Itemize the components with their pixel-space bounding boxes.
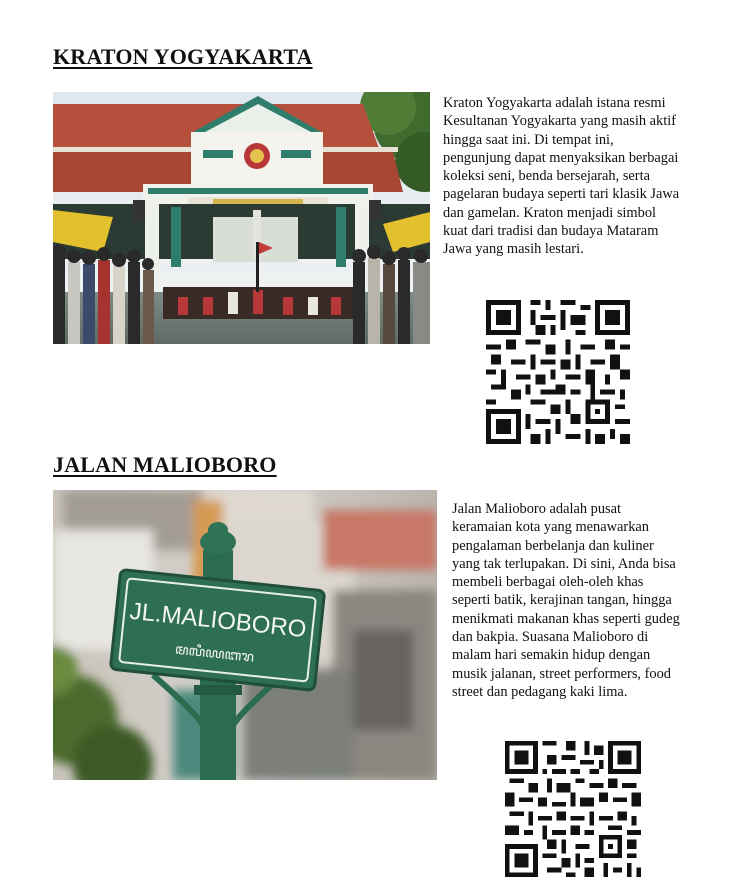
sign-main-text: JL.MALIOBORO <box>128 597 308 644</box>
kraton-qr-code <box>486 300 630 444</box>
malioboro-qr-code <box>505 741 641 877</box>
malioboro-description: Jalan Malioboro adalah pusat keramaian kota yang menawarkan pengalaman berbelanja dan kuliner yang tak terlupakan. Di sini, Anda bisa membeli berbagai oleh-oleh khas seperti batik, kerajinan tangan, hingga menikmati makanan khas seperti gudeg dan bakpia. Suasana Malioboro di malam hari semakin hidup dengan musik jalanan, street performers, food street dan pedagang kaki lima. <box>452 501 680 700</box>
section-title-malioboro: JALAN MALIOBORO <box>53 452 277 477</box>
malioboro-photo <box>53 490 437 780</box>
section-title-kraton: KRATON YOGYAKARTA <box>53 44 313 69</box>
kraton-photo <box>53 92 430 344</box>
sign-script-text: ꦩꦭꦶꦪꦧꦫ <box>174 641 255 666</box>
kraton-description: Kraton Yogyakarta adalah istana resmi Kesultanan Yogyakarta yang masih aktif hingga saat ini. Di tempat ini, pengunjung dapat menyaksikan berbagai koleksi seni, benda bersejarah, serta pagelaran budaya seperti tari klasik Jawa dan gamelan. Kraton menjadi simbol kuat dari tradisi dan budaya Mataram Jawa yang masih lestari. <box>443 95 680 258</box>
